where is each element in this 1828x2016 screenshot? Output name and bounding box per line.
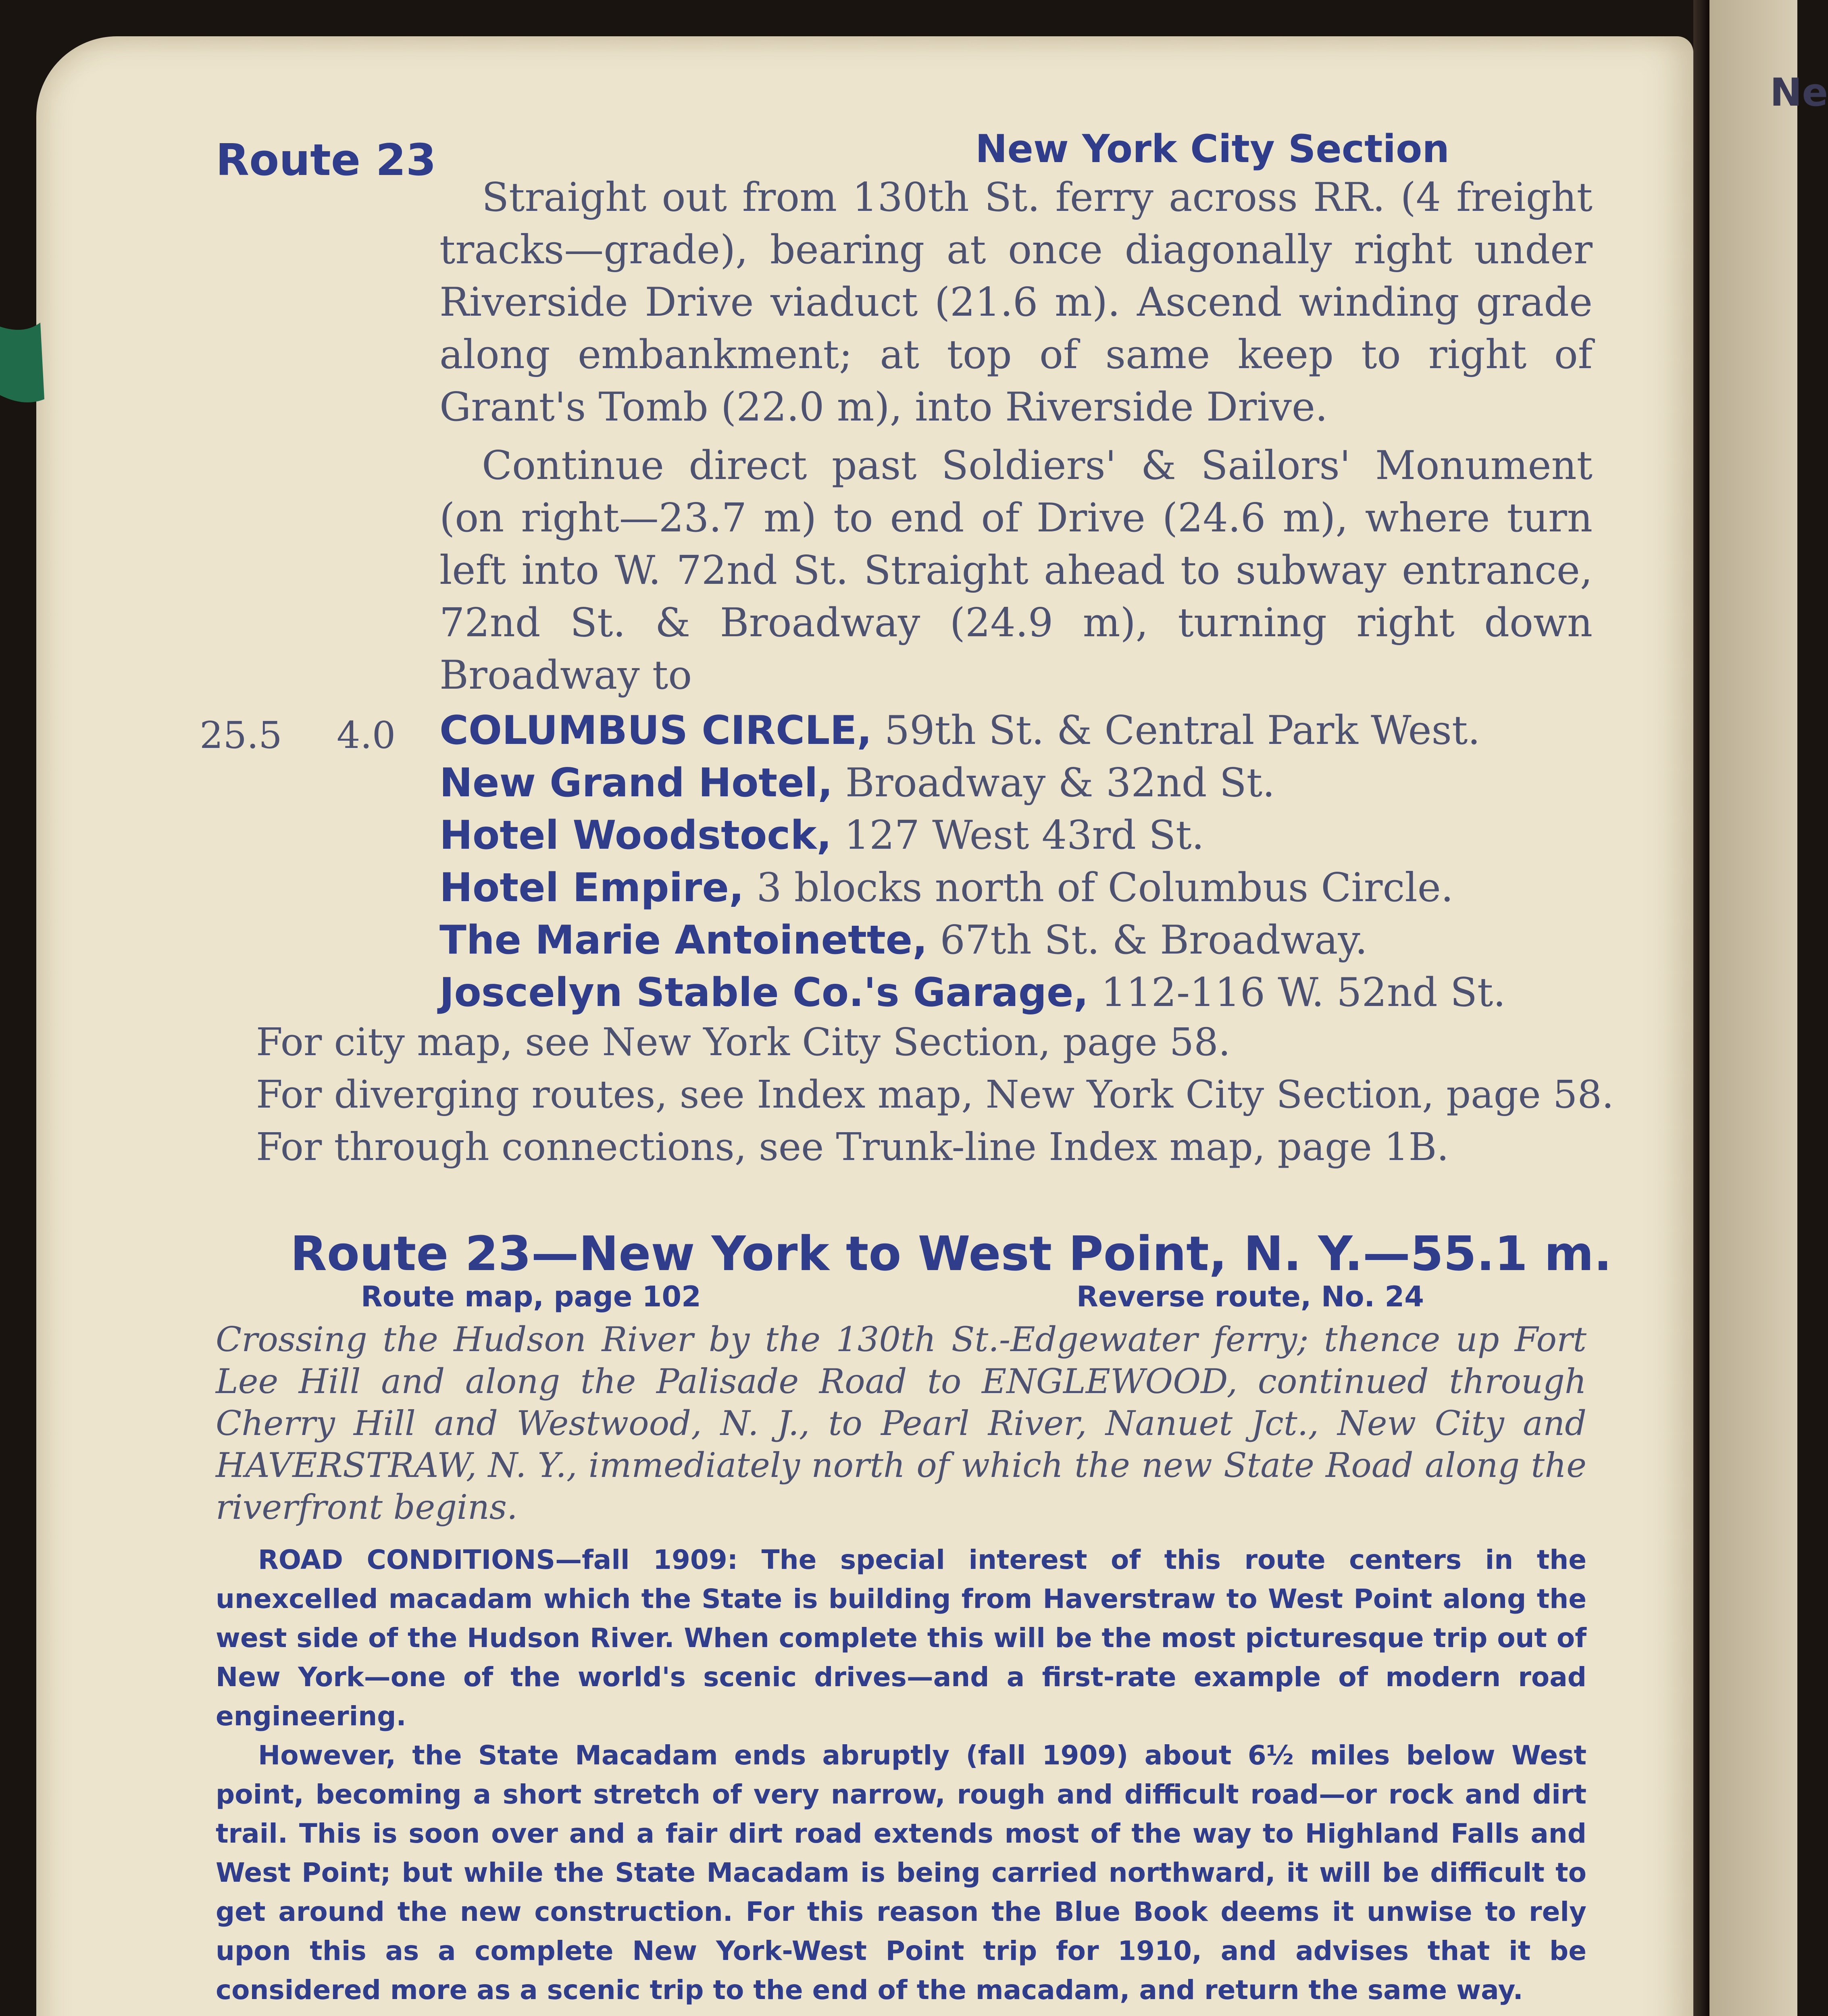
mileage-total: 25.5 bbox=[200, 714, 282, 757]
intro-paragraph-2: Continue direct past Soldiers' & Sailors' Monument (on right—23.7 m) to end of Drive (24.6 m), where turn left into W. 72nd St. Straight ahead to subway entrance, 72nd St. & Broadway (24.9 m), turning right down Broadway to bbox=[439, 443, 1593, 698]
hotel-entry bbox=[439, 760, 1275, 806]
hotel-name: New Grand Hotel, bbox=[439, 760, 833, 806]
bookmark-ribbon-icon bbox=[0, 319, 48, 407]
book-page bbox=[36, 36, 1693, 2016]
hotel-detail: 3 blocks north of Columbus Circle. bbox=[744, 865, 1453, 911]
hotel-detail: 67th St. & Broadway. bbox=[927, 917, 1368, 963]
however-paragraph: However, the State Macadam ends abruptly (fall 1909) about 6½ miles below West point, becoming a short stretch of very narrow, rough and difficult road—or rock and dirt trail. This is soon over and a fair dirt road extends most of the way to Highland Falls and West Point; but while the State Macadam is being carried northward, it will be difficult to get around the new construction. For this reason the Blue Book deems it unwise to rely upon this as a complete New York-West Point trip for 1910, and advises that it be considered more as a scenic trip to the end of the macadam, and return the same way. bbox=[216, 1740, 1586, 2006]
hotel-name: The Marie Antoinette, bbox=[439, 917, 928, 963]
next-page-edge bbox=[1709, 0, 1828, 2016]
columbus-circle-entry bbox=[439, 708, 1480, 754]
route-map-reference: Route map, page 102 bbox=[361, 1280, 701, 1313]
reverse-route-reference: Reverse route, No. 24 bbox=[1076, 1280, 1424, 1313]
mileage-intermediate: 4.0 bbox=[337, 714, 396, 757]
hotel-detail: 112-116 W. 52nd St. bbox=[1088, 970, 1506, 1016]
road-conditions-label: ROAD CONDITIONS bbox=[258, 1544, 556, 1575]
place-detail: 59th St. & Central Park West. bbox=[872, 708, 1480, 754]
hotel-name: Hotel Woodstock, bbox=[439, 812, 832, 858]
hotel-entry bbox=[439, 970, 1506, 1016]
book-gutter bbox=[1693, 0, 1709, 2016]
section-header-label: New York City Section bbox=[975, 127, 1449, 171]
route-summary: Crossing the Hudson River by the 130th St.-Edgewater ferry; thence up Fort Lee Hill and along the Palisade Road to ENGLEWOOD, continued through Cherry Hill and Westwood, N. J., to Pearl River, Nanuet Jct., New City and HAVERSTRAW, N. Y., immediately north of which the new State Road along the riverfront begins. bbox=[216, 1320, 1586, 1527]
reference-line: For diverging routes, see Index map, New York City Section, page 58. bbox=[256, 1073, 1614, 1117]
route-header-label: Route 23 bbox=[216, 135, 437, 185]
hotel-detail: 127 West 43rd St. bbox=[831, 812, 1204, 858]
next-page-peek-text: Ne bbox=[1770, 71, 1828, 115]
place-name: COLUMBUS CIRCLE, bbox=[439, 708, 872, 754]
route-title: Route 23—New York to West Point, N. Y.—55.1 m. bbox=[290, 1226, 1612, 1281]
reference-line: For city map, see New York City Section, page 58. bbox=[256, 1020, 1230, 1064]
hotel-name: Joscelyn Stable Co.'s Garage, bbox=[439, 970, 1089, 1016]
intro-paragraph-1: Straight out from 130th St. ferry across RR. (4 freight tracks—grade), bearing at once diagonally right under Riverside Drive viaduct (21.6 m). Ascend winding grade along embankment; at top of same keep to right of Grant's Tomb (22.0 m), into Riverside Drive. bbox=[439, 175, 1593, 430]
road-conditions-text: —fall 1909: The special interest of this route centers in the unexcelled macadam which the State is building from Haverstraw to West Point along the west side of the Hudson River. When complete this will be the most picturesque trip out of New York—one of the world's scenic drives—and a first-rate example of modern road engineering. bbox=[216, 1544, 1587, 1732]
hotel-entry bbox=[439, 917, 1368, 963]
hotel-entry bbox=[439, 812, 1204, 858]
hotel-detail: Broadway & 32nd St. bbox=[833, 760, 1275, 806]
hotel-name: Hotel Empire, bbox=[439, 865, 744, 911]
road-conditions bbox=[216, 1540, 1586, 1736]
reference-line: For through connections, see Trunk-line Index map, page 1B. bbox=[256, 1125, 1449, 1169]
hotel-entry bbox=[439, 865, 1453, 911]
